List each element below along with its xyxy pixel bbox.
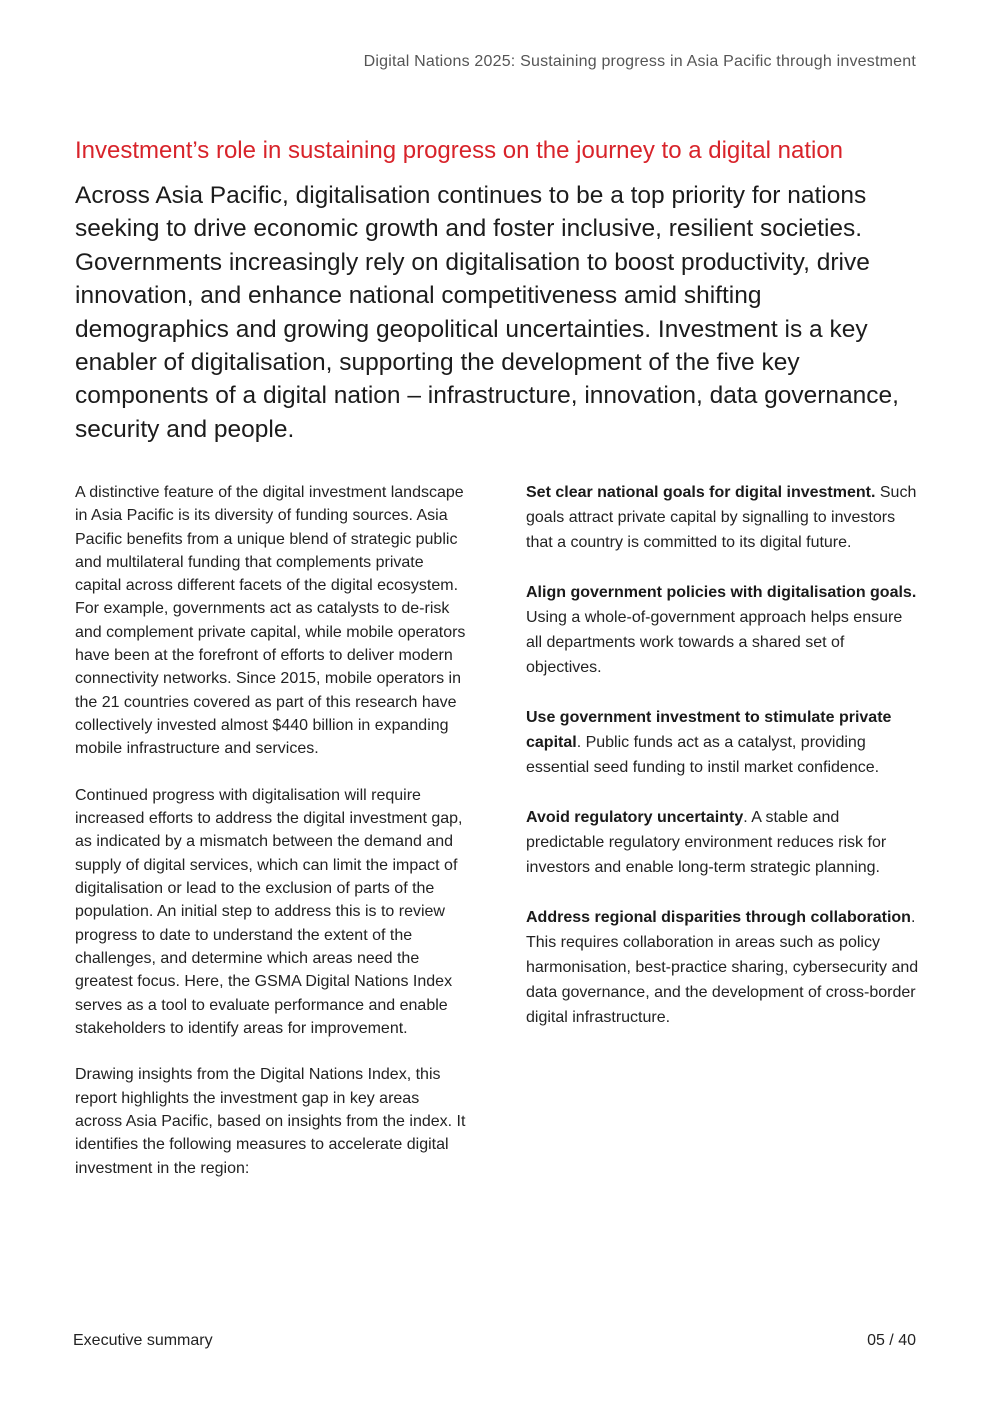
section-title: Investment’s role in sustaining progress on the journey to a digital nation bbox=[75, 137, 844, 164]
body-paragraph: Drawing insights from the Digital Nations Index, this report highlights the investment gap in key areas across Asia Pacific, based on insights from the index. It identifies the following measures to accelerate digital investment in the region: bbox=[75, 1066, 466, 1177]
measure-item bbox=[526, 480, 921, 555]
measure-body: Such goals attract private capital by signalling to investors that a country is committed to its digital future. bbox=[526, 484, 917, 551]
measure-item bbox=[526, 905, 921, 1030]
body-paragraph: A distinctive feature of the digital investment landscape in Asia Pacific is its diversity of funding sources. Asia Pacific benefits from a unique blend of strategic public and multilateral funding that complements private capital across different facets of the digital ecosystem. For example, governments act as catalysts to de-risk and complement private capital, while mobile operators have been at the forefront of efforts to deliver modern connectivity networks. Since 2015, mobile operators in the 21 countries covered as part of this research have collectively invested almost $440 billion in expanding mobile infrastructure and services. bbox=[75, 484, 466, 758]
measure-item bbox=[526, 580, 921, 680]
running-header: Digital Nations 2025: Sustaining progress in Asia Pacific through investment bbox=[363, 53, 916, 70]
measure-lead: Avoid regulatory uncertainty bbox=[526, 809, 744, 826]
measure-item bbox=[526, 805, 921, 880]
measure-body: . Public funds act as a catalyst, providing essential seed funding to instil market confidence. bbox=[526, 734, 880, 776]
measure-item bbox=[526, 705, 921, 780]
footer-section-label: Executive summary bbox=[73, 1332, 213, 1349]
measure-lead: Address regional disparities through collaboration bbox=[526, 909, 911, 926]
measure-body: . This requires collaboration in areas such as policy harmonisation, best-practice sharing, cybersecurity and data governance, and the development of cross-border digital infrastructure. bbox=[526, 909, 919, 1026]
intro-paragraph: Across Asia Pacific, digitalisation continues to be a top priority for nations seeking to drive economic growth and foster inclusive, resilient societies. Governments increasingly rely on digitalisation to boost productivity, drive innovation, and enhance national competitiveness amid shifting demographics and growing geopolitical uncertainties. Investment is a key enabler of digitalisation, supporting the development of the five key components of a digital nation – infrastructure, innovation, data governance, security and people. bbox=[75, 182, 899, 443]
body-paragraph: Continued progress with digitalisation will require increased efforts to address the digital investment gap, as indicated by a mismatch between the demand and supply of digital services, which can limit the impact of digitalisation or lead to the exclusion of parts of the population. An initial step to address this is to review progress to date to understand the extent of the challenges, and determine which areas need the greatest focus. Here, the GSMA Digital Nations Index serves as a tool to evaluate performance and enable stakeholders to identify areas for improvement. bbox=[75, 786, 463, 1037]
left-column bbox=[75, 481, 470, 1203]
measure-lead: Use government investment to stimulate private capital bbox=[526, 709, 892, 751]
measures-column bbox=[526, 480, 921, 1055]
page-number: 05 / 40 bbox=[867, 1332, 916, 1349]
measure-lead: Align government policies with digitalisation goals. bbox=[526, 584, 917, 601]
measure-body: . A stable and predictable regulatory environment reduces risk for investors and enable long-term strategic planning. bbox=[526, 809, 887, 876]
measure-body: Using a whole-of-government approach helps ensure all departments work towards a shared set of objectives. bbox=[526, 609, 903, 676]
measure-lead: Set clear national goals for digital investment. bbox=[526, 484, 876, 501]
